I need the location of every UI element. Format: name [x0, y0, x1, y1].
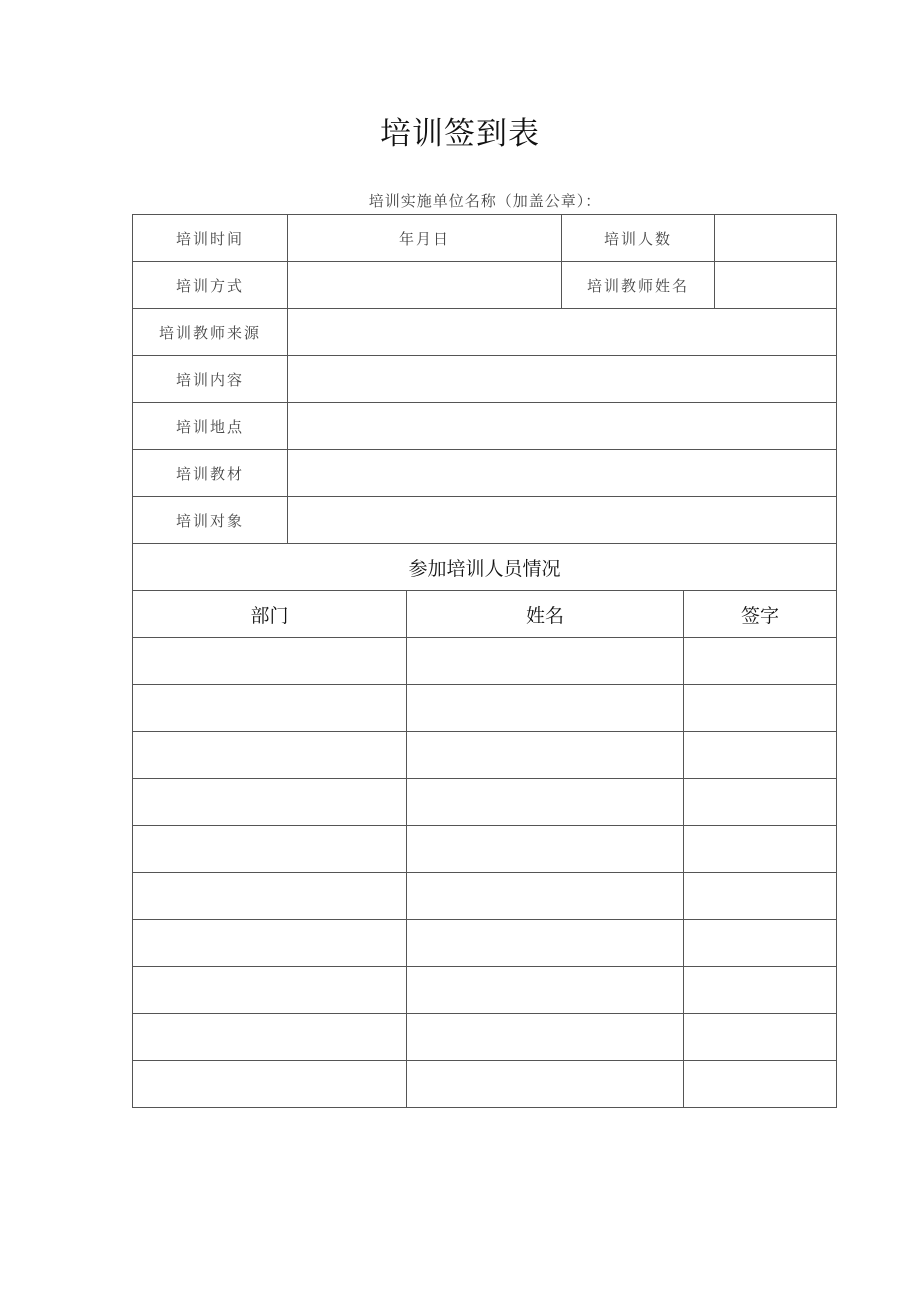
- attendees-header-row: [133, 591, 837, 638]
- signin-form-table: [132, 214, 837, 1108]
- name-cell[interactable]: [407, 638, 684, 685]
- training-material-field[interactable]: [288, 450, 837, 497]
- training-content-field[interactable]: [288, 356, 837, 403]
- info-row-teacher-source: [133, 309, 837, 356]
- info-row-time: [133, 215, 837, 262]
- department-cell[interactable]: [133, 638, 407, 685]
- training-location-label: 培训地点: [133, 403, 288, 450]
- training-time-field[interactable]: 年月日: [288, 215, 562, 262]
- info-row-method: [133, 262, 837, 309]
- signature-cell[interactable]: [684, 967, 837, 1014]
- table-row: [133, 1014, 837, 1061]
- department-cell[interactable]: [133, 826, 407, 873]
- signature-cell[interactable]: [684, 638, 837, 685]
- name-cell[interactable]: [407, 732, 684, 779]
- signature-cell[interactable]: [684, 732, 837, 779]
- table-row: [133, 638, 837, 685]
- info-row-material: [133, 450, 837, 497]
- table-row: [133, 920, 837, 967]
- table-row: [133, 873, 837, 920]
- department-cell[interactable]: [133, 732, 407, 779]
- signature-cell[interactable]: [684, 873, 837, 920]
- signature-cell[interactable]: [684, 826, 837, 873]
- name-cell[interactable]: [407, 826, 684, 873]
- training-material-label: 培训教材: [133, 450, 288, 497]
- table-row: [133, 685, 837, 732]
- name-cell[interactable]: [407, 779, 684, 826]
- training-method-field[interactable]: [288, 262, 562, 309]
- column-header-signature: 签字: [684, 591, 837, 638]
- signature-cell[interactable]: [684, 1061, 837, 1108]
- info-row-content: [133, 356, 837, 403]
- attendees-section-title: 参加培训人员情况: [133, 544, 837, 591]
- training-audience-label: 培训对象: [133, 497, 288, 544]
- teacher-source-label: 培训教师来源: [133, 309, 288, 356]
- unit-name-label: 培训实施单位名称（加盖公章）：: [368, 192, 602, 210]
- signature-cell[interactable]: [684, 779, 837, 826]
- name-cell[interactable]: [407, 920, 684, 967]
- name-cell[interactable]: [407, 873, 684, 920]
- department-cell[interactable]: [133, 967, 407, 1014]
- department-cell[interactable]: [133, 920, 407, 967]
- training-location-field[interactable]: [288, 403, 837, 450]
- training-count-label: 培训人数: [562, 215, 715, 262]
- training-content-label: 培训内容: [133, 356, 288, 403]
- attendee-rows: [133, 638, 837, 1108]
- department-cell[interactable]: [133, 873, 407, 920]
- table-row: [133, 1061, 837, 1108]
- training-time-label: 培训时间: [133, 215, 288, 262]
- name-cell[interactable]: [407, 685, 684, 732]
- signature-cell[interactable]: [684, 685, 837, 732]
- training-count-field[interactable]: [715, 215, 837, 262]
- department-cell[interactable]: [133, 1014, 407, 1061]
- info-row-audience: [133, 497, 837, 544]
- column-header-department: 部门: [133, 591, 407, 638]
- table-row: [133, 826, 837, 873]
- signature-cell[interactable]: [684, 920, 837, 967]
- teacher-name-field[interactable]: [715, 262, 837, 309]
- table-row: [133, 779, 837, 826]
- table-row: [133, 732, 837, 779]
- training-method-label: 培训方式: [133, 262, 288, 309]
- page-title: 培训签到表: [380, 116, 540, 152]
- department-cell[interactable]: [133, 1061, 407, 1108]
- department-cell[interactable]: [133, 685, 407, 732]
- column-header-name: 姓名: [407, 591, 684, 638]
- attendees-section-row: [133, 544, 837, 591]
- name-cell[interactable]: [407, 967, 684, 1014]
- table-row: [133, 967, 837, 1014]
- name-cell[interactable]: [407, 1014, 684, 1061]
- department-cell[interactable]: [133, 779, 407, 826]
- training-audience-field[interactable]: [288, 497, 837, 544]
- teacher-source-field[interactable]: [288, 309, 837, 356]
- name-cell[interactable]: [407, 1061, 684, 1108]
- signature-cell[interactable]: [684, 1014, 837, 1061]
- info-row-location: [133, 403, 837, 450]
- teacher-name-label: 培训教师姓名: [562, 262, 715, 309]
